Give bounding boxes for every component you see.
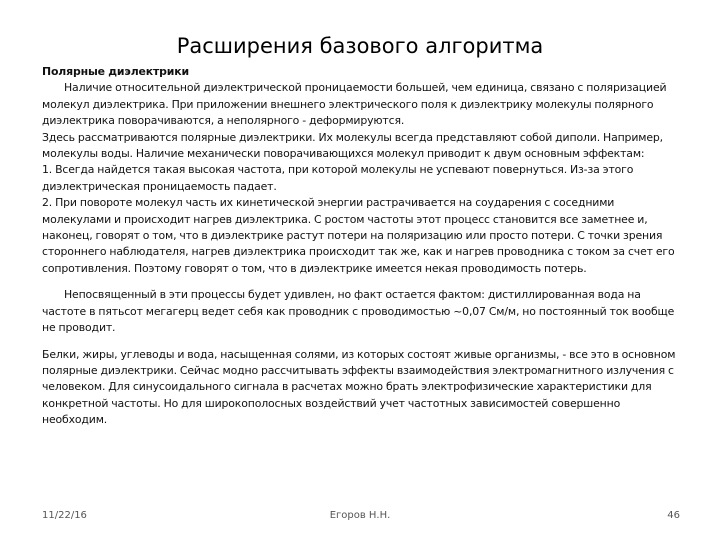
paragraph-water: Непосвященный в эти процессы будет удивлен, но факт остается фактом: дистиллированная вода на частоте в пятьсот мегагерц ведет себя как проводник с проводимостью ~0,07 См/м, но постоянный ток вообще не проводит. bbox=[42, 288, 675, 335]
paragraph-polar: Здесь рассматриваются полярные диэлектрики. Их молекулы всегда представляют собой диполи. Например, молекулы воды. Наличие механически поворачивающихся молекул приводит к двум основным эффектам: bbox=[42, 130, 663, 161]
footer-author: Егоров Н.Н. bbox=[329, 510, 391, 521]
slide-title: Расширения базового алгоритма bbox=[176, 34, 544, 58]
paragraph-organisms: Белки, жиры, углеводы и вода, насыщенная солями, из которых состоят живые организмы, - все это в основном полярные диэлектрики. Сейчас модно рассчитывать эффекты взаимодействия электромагнитного излучения с человеком. Для синусоидального сигнала в расчетах можно брать электрофизические характеристики для конкретной частоты. Но для широкополосных воздействий учет частотных зависимостей совершенно необходим. bbox=[42, 347, 676, 427]
slide-content bbox=[42, 64, 682, 429]
footer-page-number: 46 bbox=[667, 510, 680, 521]
section-heading: Полярные диэлектрики bbox=[42, 65, 190, 78]
paragraph-intro: Наличие относительной диэлектрической проницаемости большей, чем единица, связано с поляризацией молекул диэлектрика. При приложении внешнего электрического поля к диэлектрику молекулы полярного диэлектрика поворачиваются, а неполярного - деформируются. bbox=[42, 81, 667, 128]
footer-date: 11/22/16 bbox=[42, 510, 87, 521]
list-item-1: 1. Всегда найдется такая высокая частота, при которой молекулы не успевают повернуться. Из-за этого диэлектрическая проницаемость падает. bbox=[42, 163, 634, 193]
list-item-2: 2. При повороте молекул часть их кинетической энергии растрачивается на соударения с соседними молекулами и происходит нагрев диэлектрика. С ростом частоты этот процесс становится все заметнее и, наконец, говорят о том, что в диэлектрике растут потери на поляризацию или просто потери. С точки зрения стороннего наблюдателя, нагрев диэлектрика происходит так же, как и нагрев проводника с током за счет его сопротивления. Поэтому говорят о том, что в диэлектрике имеется некая проводимость потерь. bbox=[42, 196, 675, 275]
